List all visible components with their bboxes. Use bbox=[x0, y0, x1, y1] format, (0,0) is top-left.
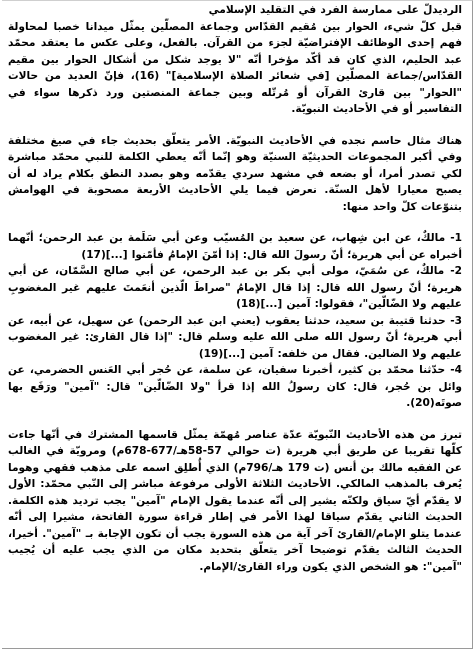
paragraph-gap bbox=[8, 412, 462, 427]
paragraph-intro: قبل كلّ شيء، الحوار بين مُقيم القدّاس وجماعة المصلّين يمثّل ميدانا خصبا لمحاولة فهم إحدى الوظائف الإفتراضيّة لجزء من القرآن. بالفعل، وعلى عكس ما يعتقد محمّد عبد الحليم، الذي كان قد أكّد مؤخرا أنّه "لا يوجد شكل من أشكال الحوار بين مقيم القدّاس/جماعة المصلّين [في شعائر الصلاة الإسلامية]" (16)، فإنّ العديد من حالات "الحوار" بين قارئ القرآن أو مُرتّله وبين جماعة المنصتين ورد ذكرها سواء في التفاسير أو في الأحاديث النبويّة. bbox=[8, 20, 462, 115]
document-page bbox=[2, 0, 473, 649]
paragraph-gap bbox=[8, 118, 462, 133]
hadith-3: 3- حدثنا قتيبة بن سعيد، حدثنا يعقوب (يعني ابن عبد الرحمن) عن سهيل، عن أبيه، عن أبي هريرة؛ أنّ رسول الله صلى الله عليه وسلم قال: "إذا قال القارئ: غير المغضوب عليهم ولا الضالين. فقال من خلفه: آمين [...](19) bbox=[8, 314, 462, 360]
header-line: الرديدلّ على ممارسة الفرد في التقليد الإسلامي bbox=[208, 4, 462, 16]
hadith-2: 2- مالكٌ، عن سُمَيّ، مولى أبي بكر بن عبد الرحمن، عن أبي صالح السَّمّان، عن أبي هريرة؛ أنّ رسول الله قال: إذا قال الإمامُ "صراطَ الّذين أنعَمتَ عليهم غير المغضوبِ عليهم ولا الضّالّين"، فقولوا: آمين [...](18) bbox=[8, 265, 462, 310]
hadith-1: 1- مالكٌ، عن ابن شِهاب، عن سعيد بن المُسيّب وعن أبي سَلَمة بن عبد الرحمن؛ أنّهما أخبراه عن أبي هريرة؛ أنّ رسولَ الله قال: إذا أمّنَ الإمامُ فأمّنوا [...](17) bbox=[8, 232, 462, 261]
paragraph-example: هناك مثال حاسم نجده في الأحاديث النبويّة. الأمر يتعلّق بحديث جاء في صيغ مختلفة وفي أكبر المجموعات الحديثيّة السنيّة وهو إنّما أنّه يعطي الكلمة للنبي محمّد مباشرة لكي تصدر أمرا، أو بضعه في مشهد سردي يقدّمه وهو بصدد النطق بكلام يراد له أن يصبح معيارا لأهل السنّة. نعرض فيما يلي الأحاديث الأربعة مصحوبة في الهوامش بتنوّعات كلّ واحد منها: bbox=[8, 134, 462, 213]
paragraph-gap bbox=[8, 215, 462, 230]
hadith-4: 4- حدّثنا محمّد بن كثير، أخبرنا سفيان، عن سلمة، عن حُجر أبي العَنس الحضرمي، عن وائل بن حُجر، قال: كان رسولُ الله إذا قرأ "ولا الضّالّين" قال: "آمين" ورَفَع بها صوتَه(20). bbox=[8, 364, 462, 409]
paragraph-analysis: تبرز من هذه الأحاديث النّبويّة عدّة عناصر مُهمّة يمثّل قاسمها المشترك في أنّها جاءت كلّها تقريبا عن طريق أبي هريرة (ت حوالي 57-58هـ/677-678م) ومرويّة في الغالب عن الفقيه مالك بن أنس (ت 179 هـ/796م) الذي أُطلِق اسمه على مذهب فقهي وهوما يُعرف بالمذهب المالكي. الأحاديث الثلاثة الأولى مرفوعة مباشر إلى النّبي محمّد: الأول لا يقدّم أيّ سياق ولكنّه يشير إلى أنّه عندما يقول الإمام "آمين" يجب ترديد هذه الكلمة. الحديث الثاني يقدّم سياقا لهذا الأمر في إطار قراءة سورة الفاتحة، مشيرا إلى أنّه عندما يتلو الإمام/القارئ آخر آية من هذه السورة يجب أن تكون الإجابة بـ "آمين". أخيرا، الحديث الثالث يقدّم توضيحا آخر يتعلّق بتحديد مكان من الذي يجب عليه أن يُجيب "آمين": هو الشخص الذي يكون وراء القارئ/الإمام. bbox=[8, 428, 462, 573]
